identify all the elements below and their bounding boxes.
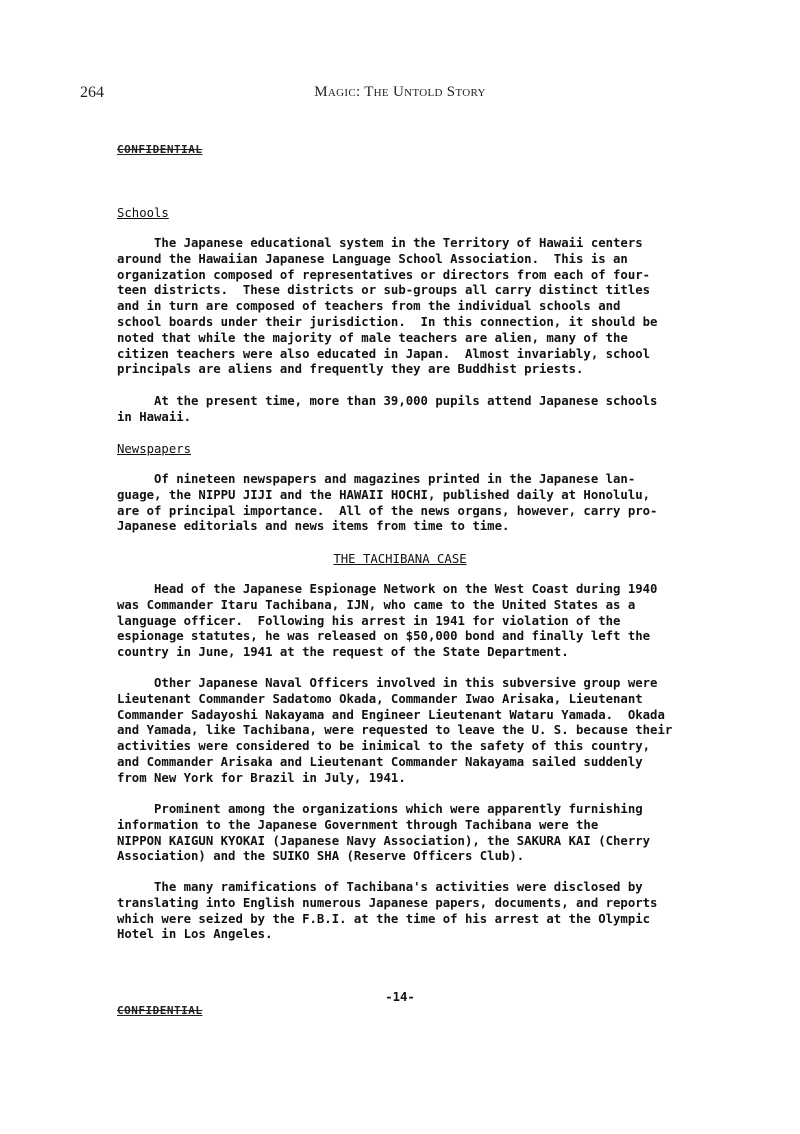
newspapers-paragraph-1: Of nineteen newspapers and magazines printed in the Japanese lan- guage, the NIPPU JIJI and the HAWAII HOCHI, published daily at Honolulu, are of principal importance. All of the news organs, however, carry pro- Japanese editorials and news items from time to time. <box>117 472 658 534</box>
page-number: 264 <box>80 84 104 101</box>
confidential-stamp-bottom: CONFIDENTIAL <box>117 1004 203 1017</box>
newspapers-heading: Newspapers <box>117 442 192 456</box>
schools-heading: Schools <box>117 206 169 220</box>
confidential-stamp-top: CONFIDENTIAL <box>117 143 203 156</box>
tachibana-paragraph-4: The many ramifications of Tachibana's activities were disclosed by translating into English numerous Japanese papers, documents, and reports which were seized by the F.B.I. at the time of his arrest at the Olympic Hotel in Los Angeles. <box>117 880 658 942</box>
schools-paragraph-1: The Japanese educational system in the Territory of Hawaii centers around the Hawaiian Japanese Language School Association. This is an organization composed of representatives or directors from each of four- teen districts. These districts or sub-groups all carry distinct titles and in turn are composed of teachers from the individual schools and school boards under their jurisdiction. In this connection, it should be noted that while the majority of male teachers are alien, many of the citizen teachers were also educated in Japan. Almost invariably, school principals are aliens and frequently they are Buddhist priests. <box>117 236 658 377</box>
running-head: Magic: The Untold Story <box>314 84 486 100</box>
schools-paragraph-2: At the present time, more than 39,000 pupils attend Japanese schools in Hawaii. <box>117 394 658 424</box>
tachibana-paragraph-3: Prominent among the organizations which were apparently furnishing information to the Japanese Government through Tachibana were the NIPPON KAIGUN KYOKAI (Japanese Navy Association), the SAKURA KAI (Cherry Association) and the SUIKO SHA (Reserve Officers Club). <box>117 802 651 864</box>
tachibana-case-heading: THE TACHIBANA CASE <box>333 552 467 566</box>
folio-page-number: -14- <box>385 990 415 1004</box>
tachibana-paragraph-1: Head of the Japanese Espionage Network on the West Coast during 1940 was Commander Itaru Tachibana, IJN, who came to the United States as a language officer. Following his arrest in 1941 for violation of the espionage statutes, he was released on $50,000 bond and finally left the country in June, 1941 at the request of the State Department. <box>117 582 658 660</box>
tachibana-paragraph-2: Other Japanese Naval Officers involved in this subversive group were Lieutenant Commander Sadatomo Okada, Commander Iwao Arisaka, Lieutenant Commander Sadayoshi Nakayama and Engineer Lieutenant Wataru Yamada. Okada and Yamada, like Tachibana, were requested to leave the U. S. because their activities were considered to be inimical to the safety of this country, and Commander Arisaka and Lieutenant Commander Nakayama sailed suddenly from New York for Brazil in July, 1941. <box>117 676 673 785</box>
